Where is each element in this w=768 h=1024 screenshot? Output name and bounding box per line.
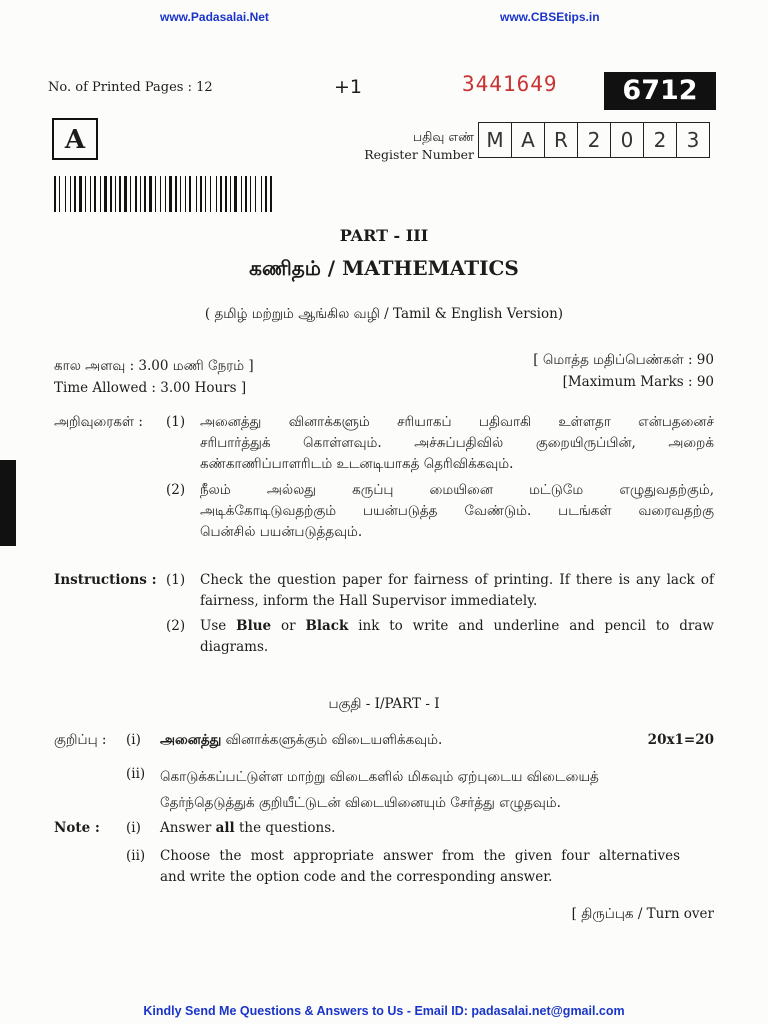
barcode-bar: [189, 176, 191, 212]
item-number: (1): [166, 572, 186, 588]
printed-pages: No. of Printed Pages : 12: [48, 80, 213, 95]
register-cell: 2: [644, 123, 677, 157]
text-line: Choose the most appropriate answer from the given four alternatives: [160, 848, 680, 864]
barcode-bar: [198, 176, 199, 212]
instructions-tamil-label: அறிவுரைகள் :: [54, 414, 143, 430]
barcode-bar: [65, 176, 66, 212]
version-note: ( தமிழ் மற்றும் ஆங்கில வழி / Tamil & English Version): [204, 306, 564, 322]
barcode-bar: [147, 176, 148, 212]
text-line: கண்காணிப்பாளரிடம் உடனடியாகத் தெரிவிக்கவும்.: [200, 456, 514, 472]
barcode-bar: [196, 176, 197, 212]
register-label-english: Register Number: [364, 147, 474, 162]
footer-contact: Kindly Send Me Questions & Answers to Us - Email ID: padasalai.net@gmail.com: [143, 1004, 625, 1018]
barcode-bar: [124, 176, 127, 212]
barcode-bar: [203, 176, 204, 212]
barcode-bar: [234, 176, 237, 212]
barcode-bar: [102, 176, 103, 212]
instruction-english-2: [200, 616, 714, 658]
register-label-tamil: பதிவு எண்: [412, 129, 474, 144]
text-line: அடிக்கோடிடுவதற்கும் பயன்படுத்த வேண்டும். படங்கள் வரைவதற்கு: [200, 503, 714, 519]
barcode-bar: [255, 176, 256, 212]
barcode-bar: [67, 176, 69, 212]
barcode-bar: [241, 176, 242, 212]
note-tamil-1: [160, 730, 442, 751]
text-line: Check the question paper for fairness of printing. If there is any lack of: [200, 572, 714, 588]
barcode-bar: [187, 176, 188, 212]
barcode-bar: [273, 176, 274, 212]
barcode-bar: [77, 176, 78, 212]
barcode-bar: [140, 176, 141, 212]
barcode-bar: [182, 176, 184, 212]
register-cell: 0: [611, 123, 644, 157]
barcode-bar: [135, 176, 137, 212]
text-line: [200, 616, 714, 637]
barcode-bar: [218, 176, 219, 212]
barcode-bar: [228, 176, 229, 212]
header-link-cbsetips[interactable]: www.CBSEtips.in: [500, 10, 600, 24]
barcode-bar: [138, 176, 139, 212]
register-cell: 2: [578, 123, 611, 157]
barcode-bar: [94, 176, 96, 212]
instruction-tamil-1: [200, 412, 714, 475]
barcode-bar: [108, 176, 109, 212]
barcode-bar: [117, 176, 118, 212]
register-number-grid: [478, 122, 710, 158]
text-run: Use: [200, 618, 237, 634]
text-line: fairness, inform the Hall Supervisor immediately.: [200, 593, 538, 609]
item-number: (ii): [126, 766, 146, 782]
barcode-bar: [72, 176, 73, 212]
barcode-bar: [245, 176, 247, 212]
barcode-bar: [92, 176, 93, 212]
barcode-bar: [149, 176, 152, 212]
barcode-bar: [252, 176, 254, 212]
barcode-bar: [165, 176, 166, 212]
barcode-bar: [79, 176, 82, 212]
barcode-bar: [265, 176, 267, 212]
ink-black: Black: [305, 618, 349, 634]
barcode-bar: [104, 176, 107, 212]
barcode-bar: [185, 176, 186, 212]
item-number: (1): [166, 414, 186, 430]
barcode-bar: [160, 176, 161, 212]
register-cell: R: [545, 123, 578, 157]
note-tamil-label: குறிப்பு :: [54, 732, 107, 748]
note-tamil-2: [160, 764, 599, 816]
barcode-bar: [243, 176, 244, 212]
time-allowed-english: Time Allowed : 3.00 Hours ]: [54, 380, 247, 396]
max-marks-english: [Maximum Marks : 90: [562, 374, 714, 390]
barcode-bar: [110, 176, 112, 212]
item-number: (ii): [126, 848, 146, 864]
barcode-bar: [205, 176, 206, 212]
barcode-bar: [61, 176, 64, 212]
barcode-bar: [261, 176, 262, 212]
barcode-bar: [257, 176, 260, 212]
barcode-bar: [167, 176, 168, 212]
barcode-bar: [248, 176, 249, 212]
register-cell: M: [479, 123, 512, 157]
barcode-bar: [250, 176, 251, 212]
barcode-bar: [128, 176, 129, 212]
register-cell: 3: [686, 128, 700, 152]
barcode-bar: [157, 176, 159, 212]
binding-mark: [0, 460, 16, 546]
text-run: or: [271, 618, 306, 634]
note-english-2: [160, 846, 680, 888]
text-run: ink to write and underline and pencil to draw: [348, 618, 714, 634]
barcode-bar: [59, 176, 60, 212]
barcode-bar: [97, 176, 99, 212]
text-line: and write the option code and the corresponding answer.: [160, 869, 553, 885]
barcode-bar: [223, 176, 224, 212]
turn-over: [ திருப்புக / Turn over: [571, 906, 714, 922]
barcode-bar: [119, 176, 121, 212]
barcode-bar: [230, 176, 231, 212]
barcode-bar: [54, 176, 56, 212]
barcode-bar: [113, 176, 114, 212]
instruction-tamil-2: [200, 480, 714, 543]
barcode-bar: [263, 176, 264, 212]
barcode-bar: [192, 176, 195, 212]
register-number-label: [346, 128, 474, 164]
barcode-bar: [142, 176, 143, 212]
barcode-bar: [216, 176, 217, 212]
serial-number: 3441649: [462, 72, 558, 96]
barcode-bar: [210, 176, 211, 212]
barcode-bar: [57, 176, 58, 212]
section-marks: 20x1=20: [647, 732, 714, 748]
text-line: நீலம் அல்லது கருப்பு மையினை மட்டுமே எழுதுவதற்கும்,: [200, 482, 714, 498]
text-line: diagrams.: [200, 639, 269, 655]
note-english-1: [160, 818, 335, 839]
max-marks-tamil: [ மொத்த மதிப்பெண்கள் : 90: [533, 352, 714, 368]
item-number: (i): [126, 732, 141, 748]
text-run: Answer: [160, 820, 216, 836]
barcode-bar: [83, 176, 84, 212]
barcode-bar: [144, 176, 146, 212]
barcode-bar: [90, 176, 91, 212]
text-line: தேர்ந்தெடுத்துக் குறியீட்டுடன் விடையினையும் சேர்த்து எழுதவும்.: [160, 795, 561, 811]
text-run: the questions.: [234, 820, 336, 836]
barcode-bar: [207, 176, 209, 212]
subject-title: கணிதம் / MATHEMATICS: [249, 256, 519, 280]
text-run: அனைத்து: [160, 732, 222, 748]
version-letter: A: [52, 118, 98, 160]
barcode-bar: [220, 176, 222, 212]
paper-code: 6712: [604, 72, 716, 110]
barcode-bar: [175, 176, 177, 212]
handwritten-plus-one: +1: [334, 76, 363, 98]
barcode-bar: [212, 176, 215, 212]
barcode-bar: [85, 176, 86, 212]
text-run: வினாக்களுக்கும் விடையளிக்கவும்.: [221, 732, 443, 748]
barcode-bar: [70, 176, 71, 212]
barcode-bar: [153, 176, 154, 212]
ink-blue: Blue: [236, 618, 272, 634]
item-number: (i): [126, 820, 141, 836]
text-line: சரிபார்த்துக் கொள்ளவும். அச்சுப்பதிவில் குறையிருப்பின், அறைக்: [200, 435, 714, 451]
barcode-bar: [162, 176, 164, 212]
barcode-bar: [87, 176, 89, 212]
text-line: பென்சில் பயன்படுத்தவும்.: [200, 524, 363, 540]
barcode-bar: [74, 176, 76, 212]
text-run: all: [215, 820, 235, 836]
barcode-bar: [200, 176, 202, 212]
barcode-bar: [225, 176, 227, 212]
barcode-bar: [155, 176, 156, 212]
barcode-bar: [238, 176, 240, 212]
item-number: (2): [166, 482, 186, 498]
barcode-bar: [232, 176, 233, 212]
instructions-english-label: Instructions :: [54, 572, 157, 588]
barcode-bar: [115, 176, 116, 212]
instruction-english-1: [200, 570, 714, 612]
barcode-bar: [169, 176, 172, 212]
text-line: கொடுக்கப்பட்டுள்ள மாற்று விடைகளில் மிகவும் ஏற்புடைய விடையைத்: [160, 769, 599, 785]
text-line: அனைத்து வினாக்களும் சரியாகப் பதிவாகி உள்ளதா என்பதனைச்: [200, 414, 714, 430]
part-one-heading: பகுதி - I/PART - I: [328, 696, 440, 712]
item-number: (2): [166, 618, 186, 634]
part-heading: PART - III: [339, 226, 429, 245]
barcode-bar: [173, 176, 174, 212]
barcode-bar: [100, 176, 101, 212]
barcode-bar: [178, 176, 179, 212]
register-cell: A: [512, 123, 545, 157]
header-link-padasalai[interactable]: www.Padasalai.Net: [160, 10, 269, 24]
time-allowed-tamil: கால அளவு : 3.00 மணி நேரம் ]: [54, 358, 254, 374]
barcode-bar: [180, 176, 181, 212]
barcode-bar: [122, 176, 123, 212]
note-english-label: Note :: [54, 820, 100, 836]
barcode-bar: [268, 176, 269, 212]
barcode-bar: [130, 176, 131, 212]
barcode-bar: [270, 176, 272, 212]
barcode: [54, 176, 284, 212]
barcode-bar: [132, 176, 134, 212]
